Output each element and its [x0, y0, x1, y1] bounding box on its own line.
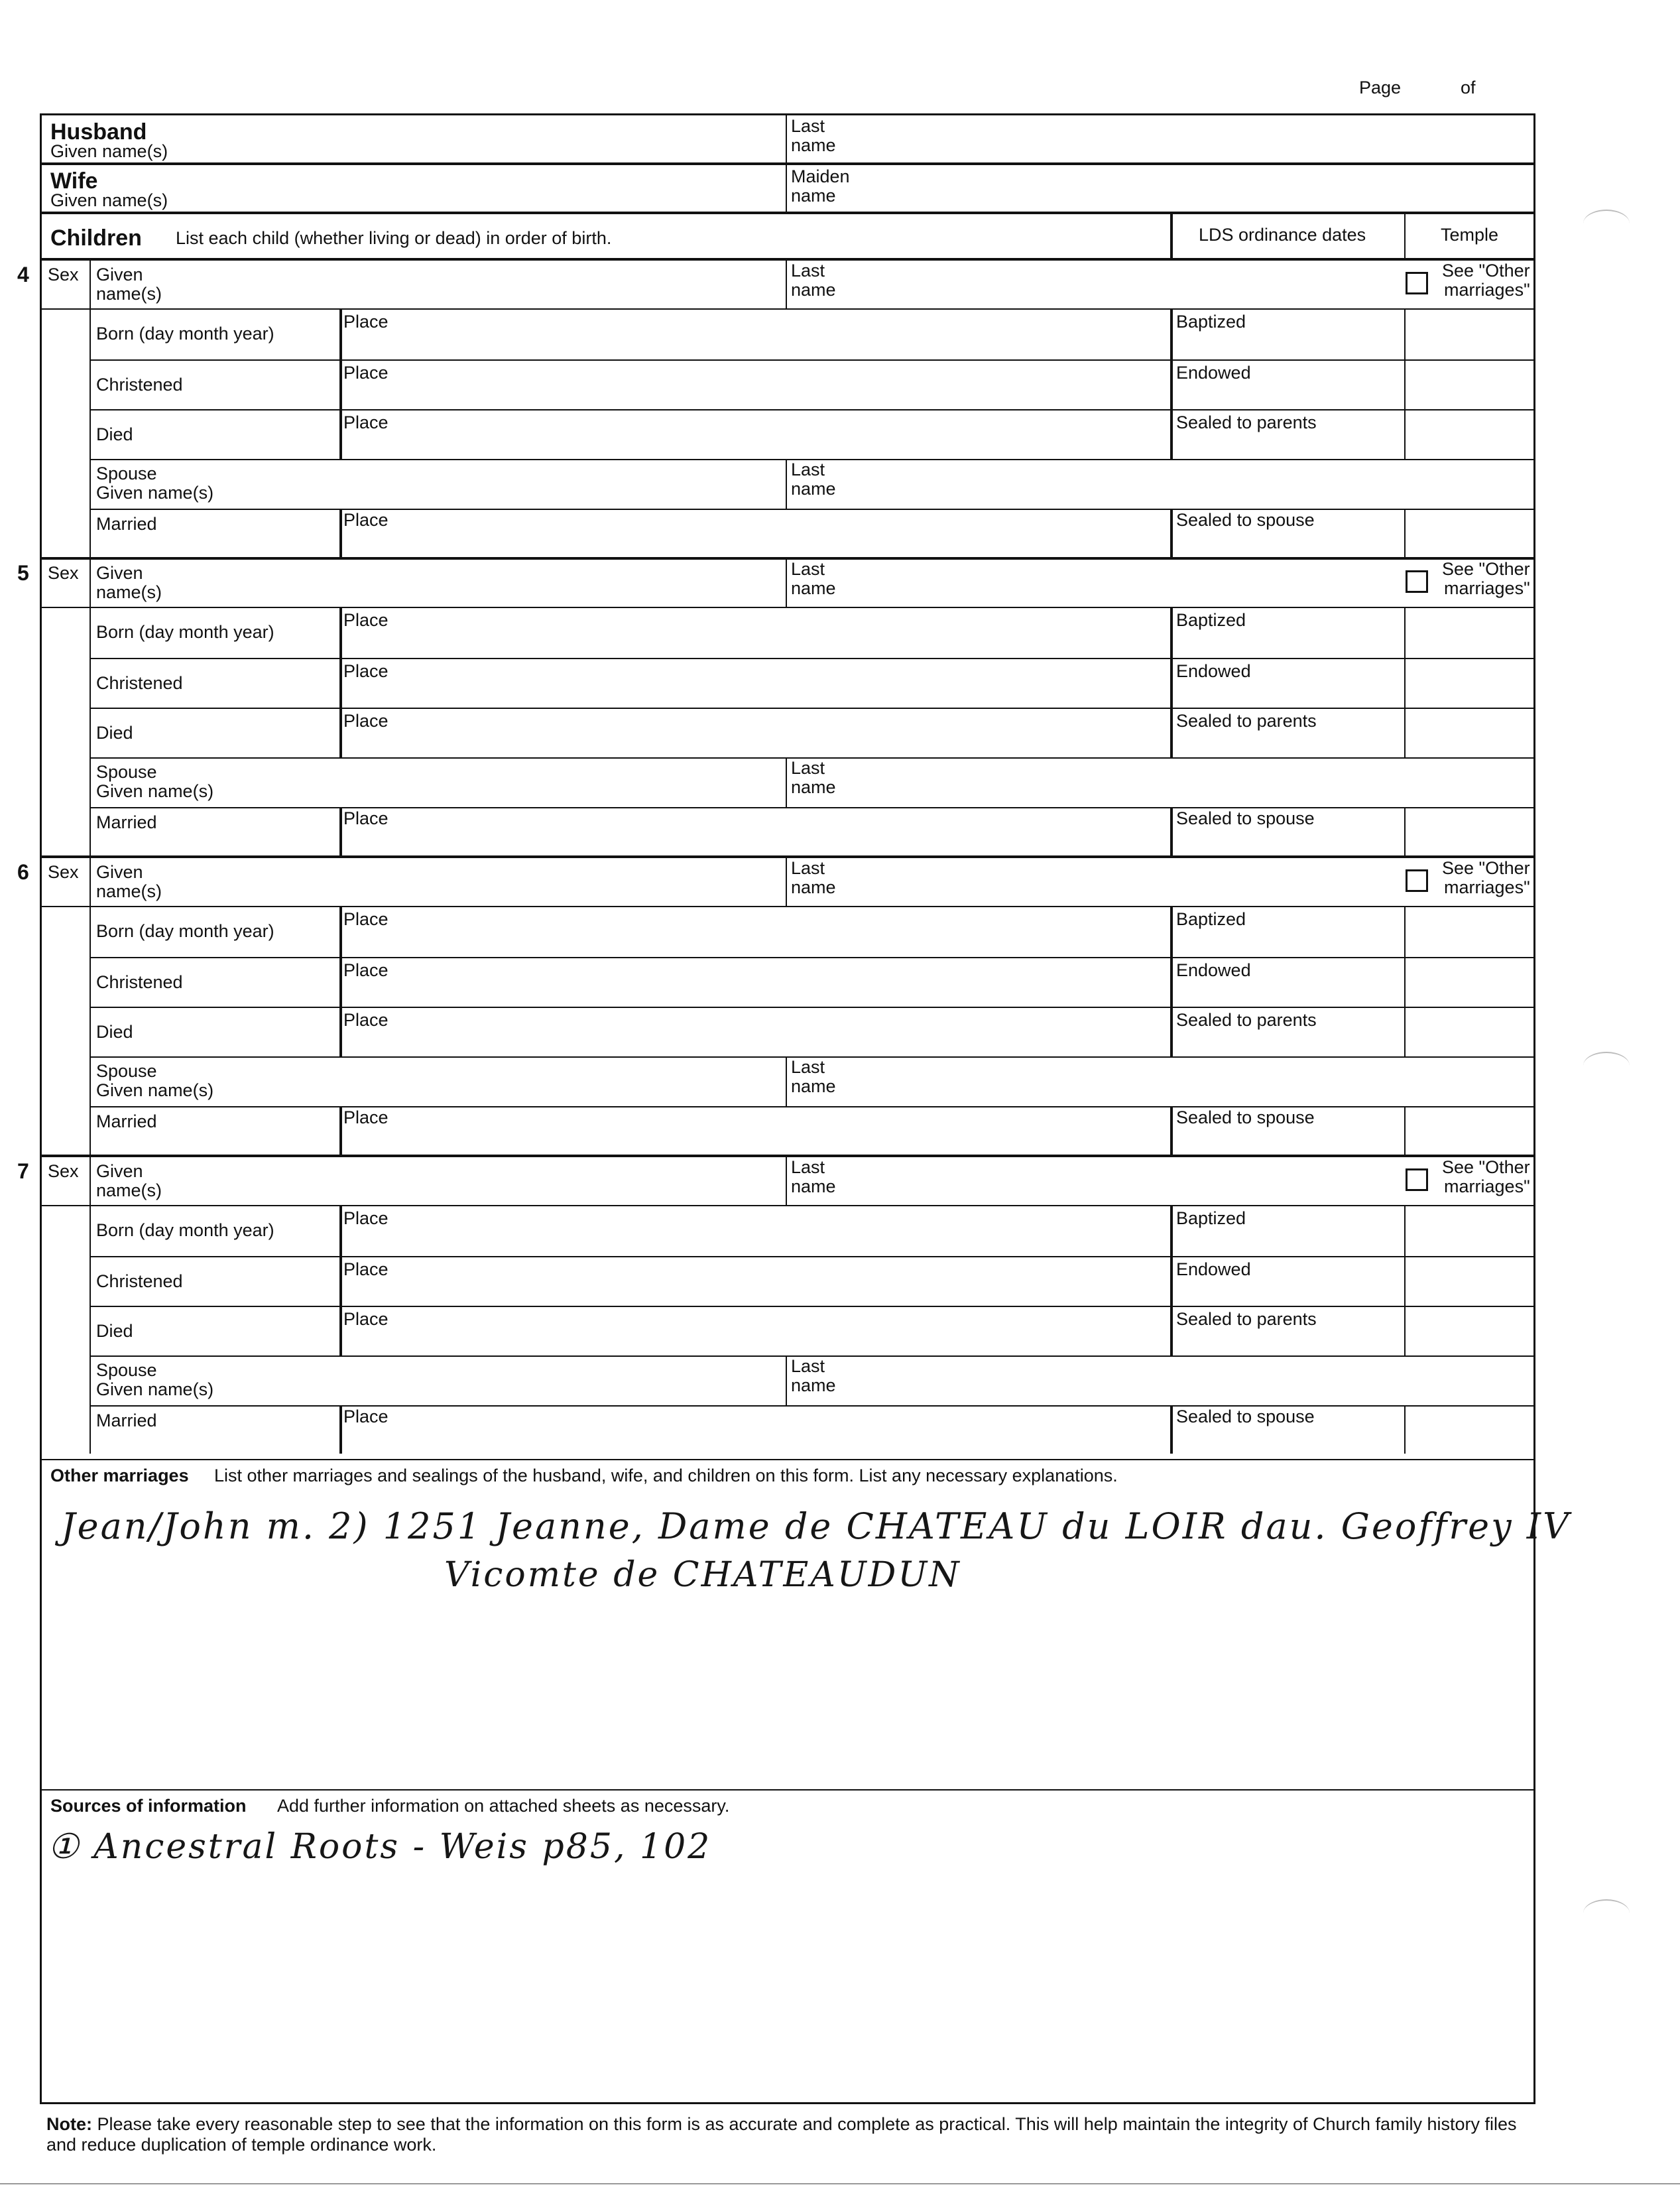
spouse-last-label: Last name — [791, 1057, 836, 1096]
born-label: Born (day month year) — [96, 622, 274, 642]
spouse-given-label: Spouse Given name(s) — [96, 1061, 214, 1100]
sealed-to-parents-label: Sealed to parents — [1176, 1309, 1317, 1329]
married-label: Married — [96, 1411, 157, 1430]
last-name-label: Last name — [791, 1157, 836, 1196]
place-label: Place — [343, 610, 389, 630]
spouse-last-label: Last name — [791, 460, 836, 499]
husband-last-label: Last name — [791, 116, 836, 155]
spouse-given-label: Spouse Given name(s) — [96, 1360, 214, 1399]
spouse-given-label: Spouse Given name(s) — [96, 464, 214, 503]
christened-label: Christened — [96, 972, 183, 992]
given-name-label: Given name(s) — [96, 265, 162, 304]
sources-title: Sources of information — [50, 1796, 247, 1816]
sealed-to-parents-label: Sealed to parents — [1176, 711, 1317, 731]
place-label: Place — [343, 1407, 389, 1426]
place-label: Place — [343, 1107, 389, 1127]
married-label: Married — [96, 812, 157, 832]
children-title: Children — [50, 225, 142, 251]
sources-instruction: Add further information on attached sheets as necessary. — [277, 1796, 730, 1816]
other-marriages-handwritten-line1: Jean/John m. 2) 1251 Jeanne, Dame de CHATEAU du LOIR dau. Geoffrey IV — [61, 1505, 1571, 1547]
note-title: Note: — [46, 2114, 92, 2134]
sex-label: Sex — [48, 1161, 79, 1181]
baptized-label: Baptized — [1176, 1208, 1246, 1228]
page-label: Page — [1359, 78, 1402, 97]
see-other-marriages-checkbox[interactable] — [1406, 869, 1428, 892]
baptized-label: Baptized — [1176, 312, 1246, 332]
place-label: Place — [343, 412, 389, 432]
wife-given-label: Given name(s) — [50, 190, 168, 210]
lds-label: LDS ordinance dates — [1199, 225, 1366, 245]
spouse-given-label: Spouse Given name(s) — [96, 762, 214, 801]
husband-given-label: Given name(s) — [50, 141, 168, 161]
place-label: Place — [343, 1208, 389, 1228]
died-label: Died — [96, 723, 133, 743]
wife-maiden-label: Maiden name — [791, 166, 850, 206]
sealed-to-parents-label: Sealed to parents — [1176, 1010, 1317, 1030]
other-marriages-instruction: List other marriages and sealings of the husband, wife, and children on this form. List any necessary explanations. — [214, 1466, 1118, 1485]
born-label: Born (day month year) — [96, 324, 274, 344]
endowed-label: Endowed — [1176, 661, 1251, 681]
child-number: 7 — [17, 1159, 29, 1183]
sex-label: Sex — [48, 265, 79, 284]
child-number: 5 — [17, 561, 29, 585]
place-label: Place — [343, 312, 389, 332]
spouse-last-label: Last name — [791, 1356, 836, 1395]
spouse-last-label: Last name — [791, 758, 836, 797]
see-other-marriages-checkbox[interactable] — [1406, 570, 1428, 593]
see-other-marriages-checkbox[interactable] — [1406, 1168, 1428, 1191]
endowed-label: Endowed — [1176, 363, 1251, 383]
christened-label: Christened — [96, 375, 183, 395]
given-name-label: Given name(s) — [96, 862, 162, 901]
other-marriages-title: Other marriages — [50, 1466, 189, 1485]
given-name-label: Given name(s) — [96, 563, 162, 602]
last-name-label: Last name — [791, 261, 836, 300]
sealed-to-spouse-label: Sealed to spouse — [1176, 1107, 1315, 1127]
sex-label: Sex — [48, 563, 79, 583]
place-label: Place — [343, 1259, 389, 1279]
sealed-to-parents-label: Sealed to parents — [1176, 412, 1317, 432]
of-label: of — [1461, 78, 1476, 97]
baptized-label: Baptized — [1176, 610, 1246, 630]
sealed-to-spouse-label: Sealed to spouse — [1176, 1407, 1315, 1426]
died-label: Died — [96, 1022, 133, 1042]
children-instruction: List each child (whether living or dead) in order of birth. — [176, 228, 612, 248]
temple-label: Temple — [1441, 225, 1499, 245]
place-label: Place — [343, 363, 389, 383]
place-label: Place — [343, 909, 389, 929]
baptized-label: Baptized — [1176, 909, 1246, 929]
child-number: 6 — [17, 860, 29, 884]
died-label: Died — [96, 424, 133, 444]
place-label: Place — [343, 661, 389, 681]
note-text: Please take every reasonable step to see that the information on this form is as accurate and complete as practical. This will help maintain the integrity of Church family history files and reduce duplication of temple ordinance work. — [46, 2114, 1517, 2155]
other-marriages-handwritten-line2: Vicomte de CHATEAUDUN — [444, 1555, 961, 1595]
sealed-to-spouse-label: Sealed to spouse — [1176, 510, 1315, 530]
given-name-label: Given name(s) — [96, 1161, 162, 1200]
place-label: Place — [343, 711, 389, 731]
see-other-marriages-label: See "Other marriages" — [1442, 858, 1530, 897]
place-label: Place — [343, 1010, 389, 1030]
child-number: 4 — [17, 263, 29, 286]
see-other-marriages-label: See "Other marriages" — [1442, 559, 1530, 598]
born-label: Born (day month year) — [96, 921, 274, 941]
place-label: Place — [343, 960, 389, 980]
last-name-label: Last name — [791, 559, 836, 598]
see-other-marriages-label: See "Other marriages" — [1442, 261, 1530, 300]
last-name-label: Last name — [791, 858, 836, 897]
note-block — [46, 2114, 1531, 2155]
sources-handwritten: ① Ancestral Roots - Weis p85, 102 — [48, 1827, 712, 1867]
christened-label: Christened — [96, 673, 183, 693]
see-other-marriages-checkbox[interactable] — [1406, 272, 1428, 294]
died-label: Died — [96, 1321, 133, 1341]
place-label: Place — [343, 1309, 389, 1329]
married-label: Married — [96, 514, 157, 534]
sex-label: Sex — [48, 862, 79, 882]
endowed-label: Endowed — [1176, 960, 1251, 980]
sealed-to-spouse-label: Sealed to spouse — [1176, 808, 1315, 828]
see-other-marriages-label: See "Other marriages" — [1442, 1157, 1530, 1196]
wife-title: Wife — [50, 168, 98, 194]
place-label: Place — [343, 510, 389, 530]
husband-title: Husband — [50, 119, 147, 145]
married-label: Married — [96, 1111, 157, 1131]
place-label: Place — [343, 808, 389, 828]
christened-label: Christened — [96, 1271, 183, 1291]
born-label: Born (day month year) — [96, 1220, 274, 1240]
endowed-label: Endowed — [1176, 1259, 1251, 1279]
